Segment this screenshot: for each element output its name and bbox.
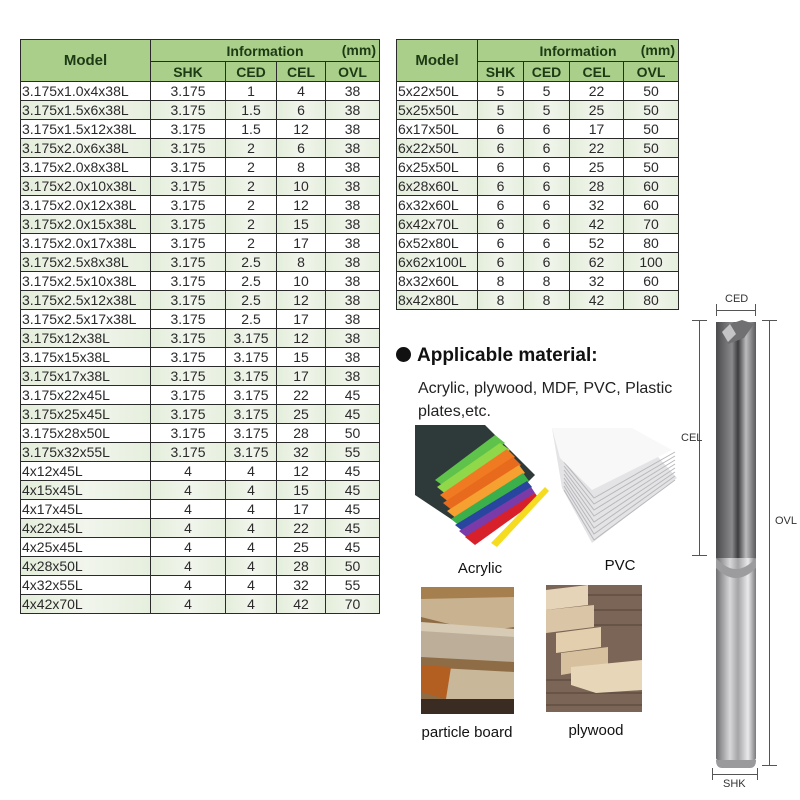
cell-ovl: 38 — [326, 101, 380, 120]
cell-cel: 15 — [277, 481, 326, 500]
cell-model: 6x28x60L — [397, 177, 478, 196]
header-information-label: Information — [539, 42, 617, 59]
cell-cel: 22 — [277, 386, 326, 405]
cell-ovl: 70 — [624, 215, 679, 234]
cell-cel: 22 — [570, 82, 624, 101]
particle-board-caption: particle board — [421, 724, 513, 741]
cell-shk: 6 — [478, 215, 524, 234]
cell-model: 4x42x70L — [21, 595, 151, 614]
cell-model: 3.175x2.0x10x38L — [21, 177, 151, 196]
cell-shk: 6 — [478, 196, 524, 215]
table-row — [21, 519, 380, 538]
cell-ovl: 38 — [326, 82, 380, 101]
cell-ced: 6 — [524, 215, 570, 234]
table-row — [397, 120, 679, 139]
header-model: Model — [21, 40, 151, 82]
cell-shk: 3.175 — [151, 215, 226, 234]
cell-ovl: 45 — [326, 481, 380, 500]
header-shk: SHK — [151, 62, 226, 82]
table-row — [21, 538, 380, 557]
cell-ced: 1.5 — [226, 120, 277, 139]
cell-model: 3.175x1.5x6x38L — [21, 101, 151, 120]
cell-ovl: 38 — [326, 139, 380, 158]
cell-shk: 4 — [151, 595, 226, 614]
cell-cel: 10 — [277, 177, 326, 196]
pvc-caption: PVC — [604, 557, 636, 574]
ovl-dimension-line — [769, 320, 770, 765]
cell-ovl: 45 — [326, 405, 380, 424]
table-row — [21, 253, 380, 272]
cell-model: 3.175x25x45L — [21, 405, 151, 424]
cell-shk: 6 — [478, 139, 524, 158]
cell-ced: 8 — [524, 291, 570, 310]
cell-ovl: 50 — [624, 158, 679, 177]
cell-ovl: 60 — [624, 196, 679, 215]
cell-ced: 4 — [226, 576, 277, 595]
cell-ovl: 38 — [326, 253, 380, 272]
ovl-label: OVL — [775, 515, 798, 527]
cell-ovl: 80 — [624, 291, 679, 310]
cell-ced: 4 — [226, 538, 277, 557]
cell-cel: 15 — [277, 215, 326, 234]
cell-ced: 4 — [226, 519, 277, 538]
table-row — [21, 215, 380, 234]
cell-shk: 4 — [151, 519, 226, 538]
cell-ced: 3.175 — [226, 367, 277, 386]
cell-model: 4x32x55L — [21, 576, 151, 595]
cell-shk: 6 — [478, 158, 524, 177]
cell-ced: 1 — [226, 82, 277, 101]
cell-model: 6x62x100L — [397, 253, 478, 272]
cell-model: 8x42x80L — [397, 291, 478, 310]
shk-tick-left — [712, 768, 713, 780]
cell-ovl: 50 — [624, 139, 679, 158]
table-row — [21, 424, 380, 443]
acrylic-image — [415, 425, 555, 550]
cell-ovl: 45 — [326, 500, 380, 519]
table-row — [21, 481, 380, 500]
header-information — [151, 40, 380, 62]
table-row — [397, 272, 679, 291]
cell-shk: 6 — [478, 177, 524, 196]
ced-label: CED — [725, 293, 749, 305]
header-shk: SHK — [478, 62, 524, 82]
cell-ced: 2 — [226, 158, 277, 177]
cell-ovl: 38 — [326, 215, 380, 234]
cell-ced: 3.175 — [226, 443, 277, 462]
cell-model: 3.175x2.5x8x38L — [21, 253, 151, 272]
cell-shk: 3.175 — [151, 158, 226, 177]
cell-ovl: 60 — [624, 272, 679, 291]
cell-cel: 12 — [277, 196, 326, 215]
cell-ced: 2.5 — [226, 253, 277, 272]
cell-ovl: 55 — [326, 443, 380, 462]
cell-ced: 6 — [524, 177, 570, 196]
cell-ovl: 38 — [326, 234, 380, 253]
cell-model: 3.175x2.0x6x38L — [21, 139, 151, 158]
material-description: Acrylic, plywood, MDF, PVC, Plastic plates,etc. — [418, 380, 673, 420]
cell-ced: 5 — [524, 101, 570, 120]
cell-model: 4x28x50L — [21, 557, 151, 576]
cell-shk: 3.175 — [151, 253, 226, 272]
table-row — [21, 500, 380, 519]
table-row — [21, 272, 380, 291]
cell-shk: 5 — [478, 82, 524, 101]
cell-shk: 3.175 — [151, 367, 226, 386]
cell-ovl: 38 — [326, 348, 380, 367]
cell-model: 3.175x2.5x10x38L — [21, 272, 151, 291]
cell-ced: 6 — [524, 120, 570, 139]
cell-ced: 2 — [226, 215, 277, 234]
cell-model: 4x22x45L — [21, 519, 151, 538]
table-row — [397, 253, 679, 272]
table-row — [21, 405, 380, 424]
cell-ced: 8 — [524, 272, 570, 291]
cell-model: 6x32x60L — [397, 196, 478, 215]
table-row — [397, 234, 679, 253]
cell-model: 4x15x45L — [21, 481, 151, 500]
cell-ovl: 45 — [326, 538, 380, 557]
cell-cel: 25 — [570, 158, 624, 177]
cell-cel: 8 — [277, 253, 326, 272]
header-model: Model — [397, 40, 478, 82]
cell-cel: 12 — [277, 291, 326, 310]
ced-tick-left — [716, 304, 717, 316]
cell-cel: 42 — [570, 215, 624, 234]
cell-ced: 3.175 — [226, 386, 277, 405]
cell-cel: 28 — [277, 424, 326, 443]
cell-ovl: 60 — [624, 177, 679, 196]
table-row — [21, 576, 380, 595]
cell-ced: 2.5 — [226, 272, 277, 291]
cell-cel: 25 — [570, 101, 624, 120]
cell-ced: 2 — [226, 139, 277, 158]
cell-ovl: 55 — [326, 576, 380, 595]
applicable-material-title — [396, 345, 598, 367]
cell-cel: 32 — [570, 196, 624, 215]
cell-cel: 17 — [277, 234, 326, 253]
cell-ced: 4 — [226, 462, 277, 481]
table-row — [21, 462, 380, 481]
cell-ced: 3.175 — [226, 348, 277, 367]
cell-ced: 2 — [226, 177, 277, 196]
table-row — [21, 196, 380, 215]
cell-ced: 3.175 — [226, 405, 277, 424]
cell-ced: 6 — [524, 196, 570, 215]
cell-ced: 6 — [524, 234, 570, 253]
header-information-label: Information — [226, 42, 304, 59]
table-row — [397, 101, 679, 120]
cell-cel: 28 — [570, 177, 624, 196]
plywood-caption: plywood — [568, 722, 624, 739]
cell-shk: 3.175 — [151, 82, 226, 101]
cell-ovl: 38 — [326, 177, 380, 196]
cell-ovl: 38 — [326, 272, 380, 291]
cel-tick-bottom — [692, 555, 707, 556]
cell-ovl: 38 — [326, 158, 380, 177]
cell-cel: 10 — [277, 272, 326, 291]
cell-ovl: 38 — [326, 196, 380, 215]
cell-shk: 3.175 — [151, 310, 226, 329]
table-row — [21, 82, 380, 101]
cell-shk: 3.175 — [151, 177, 226, 196]
cell-ced: 6 — [524, 158, 570, 177]
cell-ovl: 100 — [624, 253, 679, 272]
cell-cel: 17 — [277, 310, 326, 329]
table-row — [21, 120, 380, 139]
cell-shk: 3.175 — [151, 272, 226, 291]
spec-table-right — [396, 39, 679, 310]
cell-model: 6x25x50L — [397, 158, 478, 177]
shk-dimension-line — [712, 774, 758, 775]
cell-cel: 25 — [277, 538, 326, 557]
cell-ced: 2.5 — [226, 291, 277, 310]
cell-shk: 4 — [151, 538, 226, 557]
cell-shk: 8 — [478, 272, 524, 291]
table-row — [21, 348, 380, 367]
cell-model: 3.175x1.0x4x38L — [21, 82, 151, 101]
cell-ced: 6 — [524, 253, 570, 272]
cell-ovl: 45 — [326, 462, 380, 481]
cell-cel: 42 — [277, 595, 326, 614]
cell-ced: 6 — [524, 139, 570, 158]
header-unit: (mm) — [640, 42, 675, 58]
table-row — [21, 234, 380, 253]
acrylic-caption: Acrylic — [457, 560, 503, 577]
cell-model: 4x12x45L — [21, 462, 151, 481]
ovl-tick-bottom — [762, 765, 777, 766]
header-cel: CEL — [277, 62, 326, 82]
shk-label: SHK — [723, 778, 746, 790]
cell-ovl: 50 — [326, 424, 380, 443]
cell-ovl: 50 — [624, 82, 679, 101]
table-row — [21, 595, 380, 614]
particle-board-image — [421, 587, 514, 714]
plywood-image — [546, 585, 642, 712]
cell-cel: 17 — [570, 120, 624, 139]
cell-ced: 5 — [524, 82, 570, 101]
cell-ced: 4 — [226, 481, 277, 500]
cell-cel: 32 — [277, 576, 326, 595]
cell-cel: 17 — [277, 367, 326, 386]
cell-shk: 4 — [151, 500, 226, 519]
cell-cel: 8 — [277, 158, 326, 177]
cell-model: 4x25x45L — [21, 538, 151, 557]
cell-cel: 22 — [570, 139, 624, 158]
cell-model: 3.175x2.5x12x38L — [21, 291, 151, 310]
table-row — [21, 177, 380, 196]
cell-shk: 4 — [151, 557, 226, 576]
cell-shk: 4 — [151, 462, 226, 481]
cell-model: 3.175x22x45L — [21, 386, 151, 405]
cell-cel: 25 — [277, 405, 326, 424]
cel-label: CEL — [681, 432, 703, 444]
table-row — [21, 158, 380, 177]
cell-ovl: 50 — [624, 101, 679, 120]
table-row — [397, 177, 679, 196]
table-row — [397, 139, 679, 158]
cell-ovl: 38 — [326, 291, 380, 310]
cell-ced: 4 — [226, 595, 277, 614]
cell-shk: 3.175 — [151, 291, 226, 310]
cell-ovl: 50 — [326, 557, 380, 576]
cell-cel: 62 — [570, 253, 624, 272]
cell-cel: 15 — [277, 348, 326, 367]
pvc-image — [552, 428, 677, 548]
cell-ced: 2 — [226, 196, 277, 215]
table-row — [397, 215, 679, 234]
cell-shk: 3.175 — [151, 196, 226, 215]
cell-cel: 12 — [277, 462, 326, 481]
header-information — [478, 40, 679, 62]
cell-ovl: 45 — [326, 386, 380, 405]
cell-cel: 52 — [570, 234, 624, 253]
cell-shk: 3.175 — [151, 348, 226, 367]
cell-model: 3.175x17x38L — [21, 367, 151, 386]
cell-shk: 3.175 — [151, 101, 226, 120]
cell-model: 3.175x28x50L — [21, 424, 151, 443]
cell-model: 3.175x15x38L — [21, 348, 151, 367]
cell-model: 4x17x45L — [21, 500, 151, 519]
cell-shk: 5 — [478, 101, 524, 120]
cell-ced: 1.5 — [226, 101, 277, 120]
cell-model: 3.175x2.0x15x38L — [21, 215, 151, 234]
cell-ovl: 38 — [326, 310, 380, 329]
ovl-tick-top — [762, 320, 777, 321]
table-row — [21, 386, 380, 405]
cell-model: 3.175x2.0x8x38L — [21, 158, 151, 177]
cell-model: 3.175x32x55L — [21, 443, 151, 462]
cell-model: 3.175x2.0x17x38L — [21, 234, 151, 253]
header-ovl: OVL — [624, 62, 679, 82]
header-cel: CEL — [570, 62, 624, 82]
cell-cel: 32 — [570, 272, 624, 291]
cell-cel: 28 — [277, 557, 326, 576]
cell-ovl: 50 — [624, 120, 679, 139]
cell-cel: 32 — [277, 443, 326, 462]
table-row — [397, 82, 679, 101]
ced-tick-right — [755, 304, 756, 316]
cell-shk: 6 — [478, 120, 524, 139]
cell-model: 3.175x2.0x12x38L — [21, 196, 151, 215]
cell-model: 3.175x12x38L — [21, 329, 151, 348]
cell-ovl: 45 — [326, 519, 380, 538]
header-ovl: OVL — [326, 62, 380, 82]
table-row — [21, 443, 380, 462]
cell-shk: 4 — [151, 481, 226, 500]
table-row — [21, 310, 380, 329]
cell-ovl: 80 — [624, 234, 679, 253]
cell-shk: 3.175 — [151, 405, 226, 424]
cell-shk: 3.175 — [151, 443, 226, 462]
cell-model: 3.175x1.5x12x38L — [21, 120, 151, 139]
cell-cel: 17 — [277, 500, 326, 519]
cell-model: 5x25x50L — [397, 101, 478, 120]
cell-ced: 2.5 — [226, 310, 277, 329]
cell-shk: 6 — [478, 234, 524, 253]
header-unit: (mm) — [341, 42, 376, 58]
cell-cel: 6 — [277, 101, 326, 120]
cell-shk: 3.175 — [151, 329, 226, 348]
cell-cel: 22 — [277, 519, 326, 538]
cell-cel: 12 — [277, 120, 326, 139]
cell-cel: 12 — [277, 329, 326, 348]
router-bit-icon — [714, 318, 758, 770]
header-ced: CED — [524, 62, 570, 82]
cell-model: 6x52x80L — [397, 234, 478, 253]
cell-ovl: 38 — [326, 367, 380, 386]
cell-shk: 3.175 — [151, 120, 226, 139]
table-row — [21, 139, 380, 158]
table-row — [21, 367, 380, 386]
cell-model: 8x32x60L — [397, 272, 478, 291]
cel-tick-top — [692, 320, 707, 321]
cell-cel: 42 — [570, 291, 624, 310]
cell-shk: 4 — [151, 576, 226, 595]
table-row — [21, 291, 380, 310]
table-row — [21, 101, 380, 120]
table-row — [21, 329, 380, 348]
table-row — [397, 196, 679, 215]
cell-model: 5x22x50L — [397, 82, 478, 101]
header-ced: CED — [226, 62, 277, 82]
cell-ced: 4 — [226, 557, 277, 576]
cell-model: 6x22x50L — [397, 139, 478, 158]
cell-ovl: 38 — [326, 329, 380, 348]
cell-cel: 6 — [277, 139, 326, 158]
cell-ced: 3.175 — [226, 424, 277, 443]
cell-cel: 4 — [277, 82, 326, 101]
cell-ovl: 70 — [326, 595, 380, 614]
table-row — [397, 291, 679, 310]
ced-dimension-line — [716, 310, 756, 311]
table-row — [397, 158, 679, 177]
cell-shk: 3.175 — [151, 139, 226, 158]
cell-ovl: 38 — [326, 120, 380, 139]
cell-shk: 6 — [478, 253, 524, 272]
material-title-text: Applicable material: — [417, 345, 598, 366]
cell-shk: 3.175 — [151, 386, 226, 405]
table-row — [21, 557, 380, 576]
cell-ced: 2 — [226, 234, 277, 253]
cell-model: 6x17x50L — [397, 120, 478, 139]
cell-shk: 8 — [478, 291, 524, 310]
cell-model: 3.175x2.5x17x38L — [21, 310, 151, 329]
cell-shk: 3.175 — [151, 234, 226, 253]
cell-model: 6x42x70L — [397, 215, 478, 234]
spec-table-left — [20, 39, 380, 614]
bullet-icon — [396, 347, 411, 362]
cell-ced: 4 — [226, 500, 277, 519]
cell-shk: 3.175 — [151, 424, 226, 443]
cell-ced: 3.175 — [226, 329, 277, 348]
